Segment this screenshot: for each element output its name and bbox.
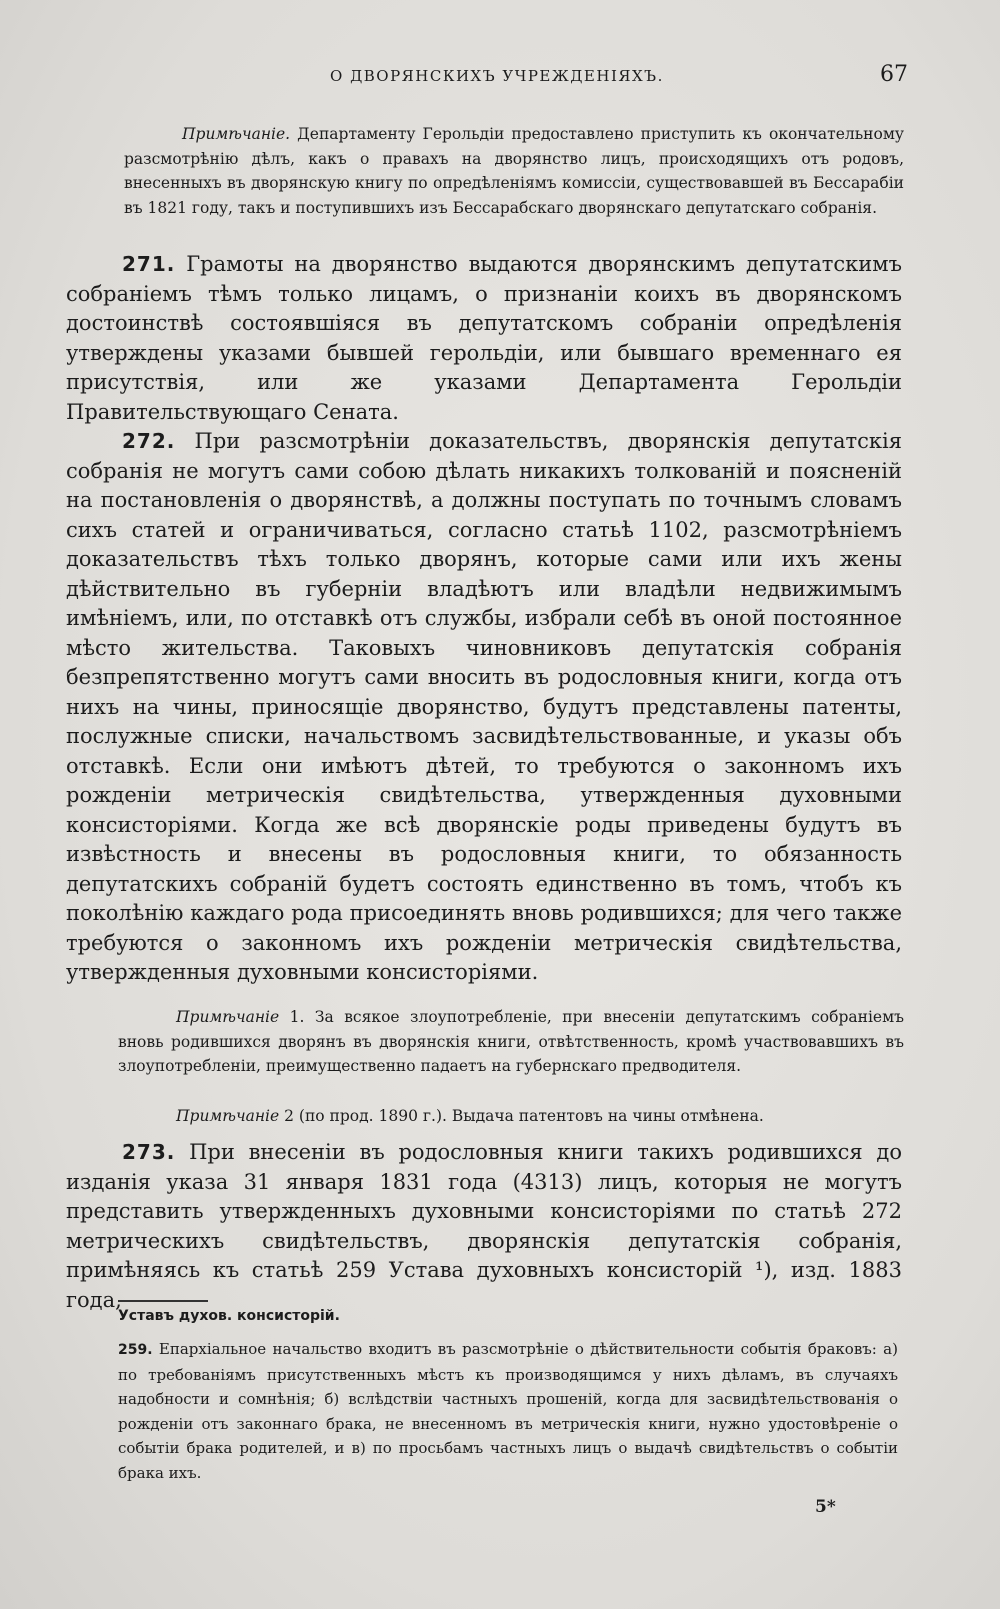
article-271 [66, 250, 902, 427]
note-label: Примѣчаніе [176, 1107, 280, 1125]
note-label: Примѣчаніе [176, 1008, 280, 1026]
note-top [124, 122, 904, 220]
article-number: 271. [122, 252, 176, 276]
note-272-2 [118, 1104, 904, 1129]
article-text: При разсмотрѣніи доказательствъ, дворянскія депутатскія собранія не могутъ сами собою дѣлать никакихъ толкованій и поясненій на постановленія о дворянствѣ, а должны поступать по точнымъ словамъ сихъ статей и ограничиваться, согласно статьѣ 1102, разсмотрѣніемъ доказательствъ тѣхъ только дворянъ, которые сами или ихъ жены дѣйствительно въ губерніи владѣютъ или владѣли недвижимымъ имѣніемъ, или, по отставкѣ отъ службы, избрали себѣ въ оной постоянное мѣсто жительства. Таковыхъ чиновниковъ депутатскія собранія безпрепятственно могутъ сами вносить въ родословныя книги, когда отъ нихъ на чины, приносящіе дворянство, будутъ представлены патенты, послужные списки, начальствомъ засвидѣтельствованные, и указы объ отставкѣ. Если они имѣютъ дѣтей, то требуются о законномъ ихъ рожденіи метрическія свидѣтельства, утвержденныя духовными консисторіями. Когда же всѣ дворянскіе роды приведены будутъ въ извѣстность и внесены въ родословныя книги, то обязанность депутатскихъ собраній будетъ состоять единственно въ томъ, чтобъ къ поколѣнію каждаго рода присоединять вновь родившихся; для чего также требуются о законномъ ихъ рожденіи метрическія свидѣтельства, утвержденныя духовными консисторіями. [66, 429, 902, 984]
article-number: 273. [122, 1140, 176, 1164]
note-272-1 [118, 1005, 904, 1079]
signature-mark: 5* [815, 1497, 836, 1517]
footnote-rule [118, 1300, 208, 1302]
footnote-number: 259. [118, 1342, 153, 1358]
footnote-text [118, 1337, 898, 1485]
footnote-body: Епархіальное начальство входитъ въ разсмотрѣніе о дѣйствительности событія браковъ: а) по требованіямъ присутственныхъ мѣстъ къ производящимся у нихъ дѣламъ, въ случаяхъ надобности и сомнѣнія; б) вслѣдствіи частныхъ прошеній, когда для засвидѣтельствованія о рожденіи отъ законнаго брака, не внесенномъ въ метрическія книги, нужно удостовѣреніе о событіи брака родителей, и в) по просьбамъ частныхъ лицъ о выдачѣ свидѣтельствъ о событіи брака ихъ. [118, 1340, 898, 1482]
article-text: При внесеніи въ родословныя книги такихъ родившихся до изданія указа 31 января 1831 года (4313) лицъ, которыя не могутъ представить утвержденныхъ духовными консисторіями по статьѣ 272 метрическихъ свидѣтельствъ, дворянскія депутатскія собранія, примѣняясь къ статьѣ 259 Устава духовныхъ консисторій ¹), изд. 1883 года, [66, 1140, 902, 1312]
page-number: 67 [880, 62, 908, 87]
article-text: Грамоты на дворянство выдаются дворянскимъ депутатскимъ собраніемъ тѣмъ только лицамъ, о признаніи коихъ въ дворянскомъ достоинствѣ состоявшіяся въ депутатскомъ собраніи опредѣленія утверждены указами бывшей герольдіи, или бывшаго временнаго ея присутствія, или же указами Департамента Герольдіи Правительствующаго Сената. [66, 252, 902, 424]
note-text: 2 (по прод. 1890 г.). Выдача патентовъ на чины отмѣнена. [284, 1107, 764, 1125]
page-header [0, 62, 1000, 92]
note-text: Департаменту Герольдіи предоставлено приступить къ окончательному разсмотрѣнію дѣлъ, какъ о правахъ на дворянство лицъ, происходящихъ отъ родовъ, внесенныхъ въ дворянскую книгу по опредѣленіямъ комиссіи, существовавшей въ Бессарабіи въ 1821 году, такъ и поступившихъ изъ Бессарабскаго дворянскаго депутатскаго собранія. [124, 125, 904, 217]
article-272 [66, 427, 902, 988]
article-273 [66, 1138, 902, 1315]
note-label: Примѣчаніе. [182, 125, 291, 143]
footnote-title: Уставъ духов. консисторій. [118, 1308, 340, 1324]
note-text: 1. За всякое злоупотребленіе, при внесеніи депутатскимъ собраніемъ вновь родившихся дворянъ въ дворянскія книги, отвѣтственность, кромѣ участвовавшихъ въ злоупотребленіи, преимущественно падаетъ на губернскаго предводителя. [118, 1008, 904, 1075]
running-title: О ДВОРЯНСКИХЪ УЧРЕЖДЕНІЯХЪ. [330, 67, 664, 85]
article-number: 272. [122, 429, 176, 453]
